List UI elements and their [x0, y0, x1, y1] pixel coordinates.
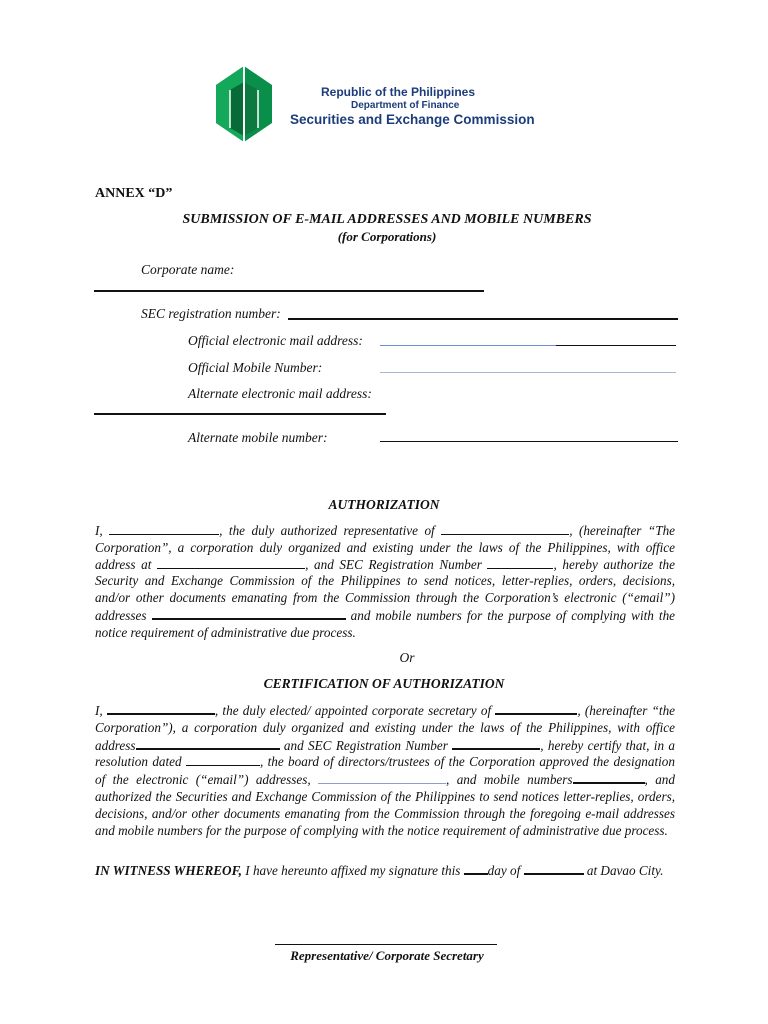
corporation-name-blank[interactable] [441, 523, 569, 535]
corporation-blank[interactable] [495, 702, 577, 715]
signature-label: Representative/ Corporate Secretary [290, 948, 484, 963]
form-title: SUBMISSION OF E-MAIL ADDRESSES AND MOBILE NUMBERS [182, 212, 592, 227]
cert-email-blank[interactable] [318, 772, 446, 784]
alternate-mobile-label: Alternate mobile number: [188, 430, 328, 445]
cert-office-address-blank[interactable] [136, 737, 280, 750]
sec-logo-icon [216, 66, 272, 142]
corporate-name-field[interactable] [94, 290, 484, 292]
secretary-name-blank[interactable] [107, 702, 215, 715]
sec-registration-label: SEC registration number: [141, 306, 281, 321]
certification-paragraph: I, , the duly elected/ appointed corporate secretary of , (hereinafter “the Corporation”), a corporation duly organized and existing under the laws of the Philippines, with office address and SEC Registration Number , hereby certify that, in a resolution dated , the board of directors/trustees of the Corporation approved the designation of the electronic (“email”) addresses, , and mobile numbers , and authorized the Securities and Exchange Commission of the Philippines to send notices letter-replies, orders, decisions, and/or other documents emanating from the Commission through the foregoing e-mail addresses and mobile numbers for the purpose of complying with the notice requirement of administrative due process. [95, 703, 676, 838]
witness-paragraph: IN WITNESS WHEREOF, I have hereunto affixed my signature this day of at Davao City. [95, 863, 664, 878]
alternate-email-field[interactable] [94, 413, 386, 415]
annex-label: ANNEX “D” [95, 186, 173, 201]
or-separator: Or [399, 650, 415, 665]
certification-heading: CERTIFICATION OF AUTHORIZATION [263, 676, 505, 691]
email-addresses-blank[interactable] [152, 607, 346, 620]
cert-sec-number-blank[interactable] [452, 737, 540, 750]
header-department: Department of Finance [351, 100, 460, 111]
official-email-field[interactable] [380, 345, 556, 346]
form-subtitle: (for Corporations) [337, 229, 437, 244]
official-email-label: Official electronic mail address: [188, 333, 363, 348]
official-mobile-label: Official Mobile Number: [188, 360, 323, 375]
signature-line[interactable] [275, 944, 497, 945]
authorization-heading: AUTHORIZATION [328, 497, 440, 512]
day-blank[interactable] [464, 862, 488, 875]
authorization-paragraph: I, , the duly authorized representative of , (hereinafter “The Corporation”, a corporation duly organized and existing under the laws of the Philippines, with office address at , and SEC Registration Number , hereby authorize the Security and Exchange Commission of the Philippines to send notices, letter-replies, orders, decisions, and/or other documents emanating from the Commission through the Corporation’s electronic (“email”) addresses and mobile numbers for the purpose of complying with the notice requirement of administrative due process. [95, 523, 676, 640]
alternate-mobile-field[interactable] [380, 441, 678, 442]
sec-number-blank[interactable] [487, 557, 553, 569]
month-blank[interactable] [524, 862, 584, 875]
corporate-name-label: Corporate name: [141, 262, 235, 277]
official-mobile-field[interactable] [380, 372, 676, 373]
sec-registration-field[interactable] [288, 318, 678, 320]
representative-name-blank[interactable] [109, 523, 219, 535]
alternate-email-label: Alternate electronic mail address: [188, 386, 372, 401]
resolution-date-blank[interactable] [186, 754, 260, 766]
cert-mobile-blank[interactable] [573, 771, 645, 784]
header-commission: Securities and Exchange Commission [290, 112, 535, 127]
office-address-blank[interactable] [157, 557, 305, 569]
header-republic: Republic of the Philippines [321, 85, 476, 99]
